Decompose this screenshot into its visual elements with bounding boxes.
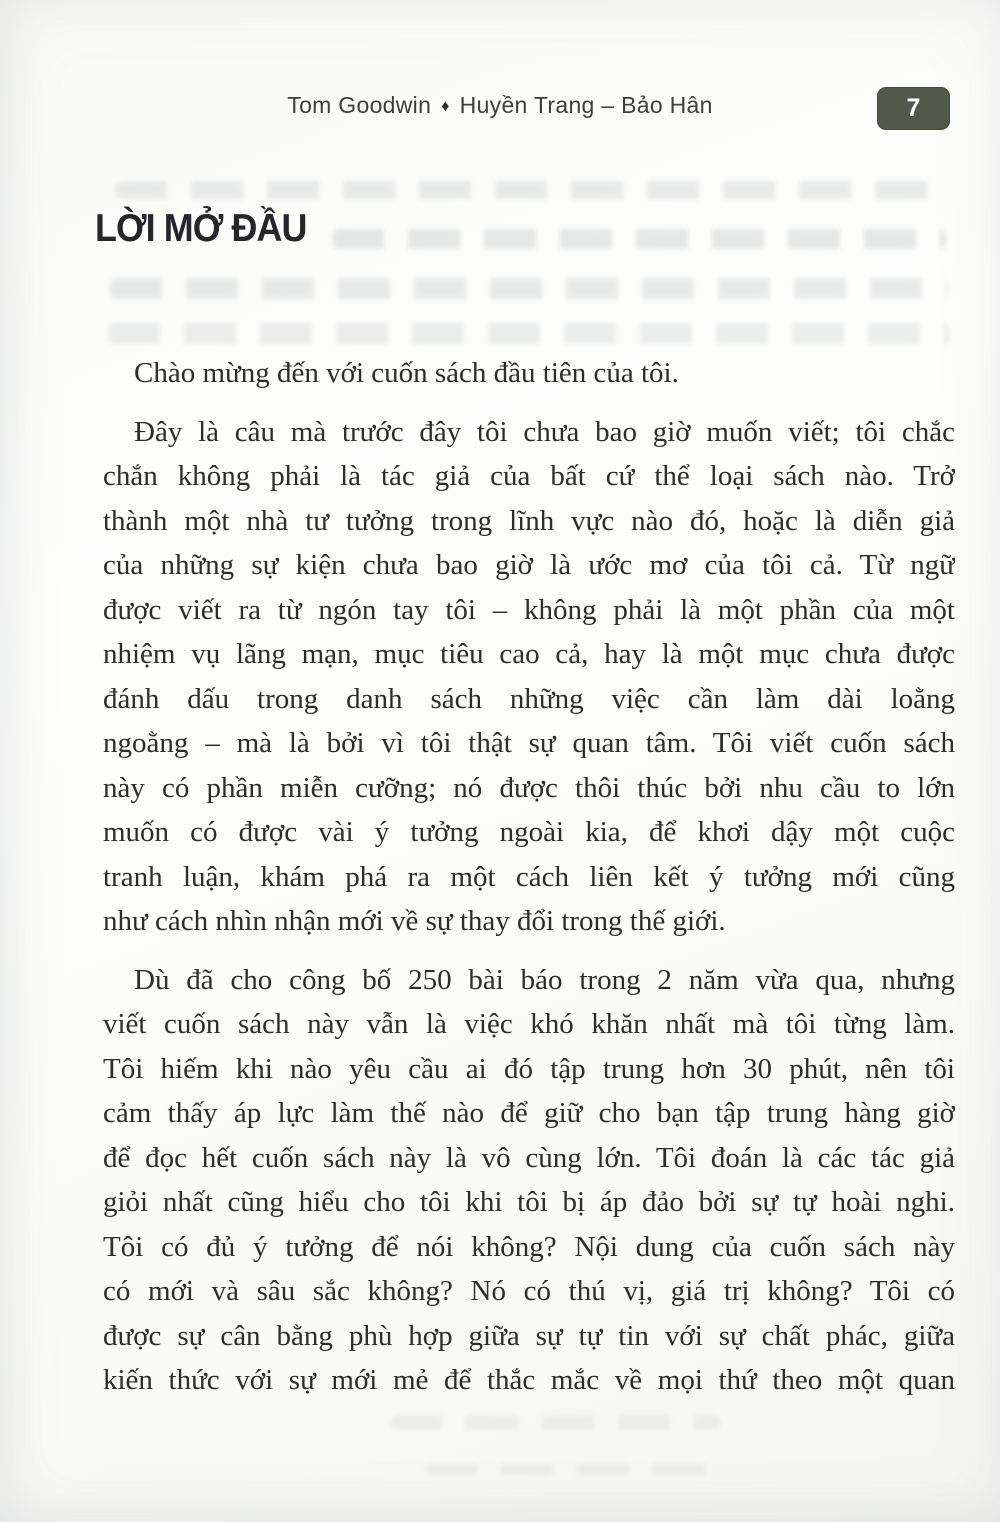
text-line: Chào mừng đến với cuốn sách đầu tiên của tôi. (134, 357, 679, 389)
text-line: của những sự kiện chưa bao giờ là ước mơ của tôi cả. Từ ngữ (103, 549, 955, 581)
header-translators: Huyền Trang – Bảo Hân (459, 92, 713, 118)
bleedthrough-ghost-line (108, 323, 950, 344)
body-text (103, 351, 955, 1403)
text-line: kiến thức với sự mới mẻ để thắc mắc về mọi thứ theo một quan (103, 1364, 955, 1396)
running-header (0, 92, 1000, 119)
text-line: có mới và sâu sắc không? Nó có thú vị, giá trị không? Tôi có (103, 1275, 955, 1307)
text-line: Tôi có đủ ý tưởng để nói không? Nội dung của cuốn sách này (103, 1230, 955, 1263)
bleedthrough-ghost-smudge (425, 1464, 725, 1475)
page-number: 7 (906, 94, 921, 122)
page-number-badge (877, 87, 950, 130)
text-line: được viết ra từ ngón tay tôi – không phải là một phần của một (103, 593, 955, 626)
diamond-separator-icon: ♦ (441, 98, 450, 115)
text-line: giỏi nhất cũng hiểu cho tôi khi tôi bị áp đảo bởi sự tự hoài nghi. (103, 1186, 955, 1218)
text-line: ngoằng – mà là bởi vì tôi thật sự quan tâm. Tôi viết cuốn sách (103, 727, 955, 759)
bleedthrough-ghost-smudge (390, 1415, 720, 1429)
text-line: đánh dấu trong danh sách những việc cần làm dài loằng (103, 682, 955, 715)
header-author: Tom Goodwin (287, 92, 432, 118)
text-line: viết cuốn sách này vẫn là việc khó khăn nhất mà tôi từng làm. (103, 1008, 955, 1040)
bleedthrough-ghost-line (110, 278, 948, 299)
paragraph (103, 410, 955, 944)
bleedthrough-ghost-line (332, 229, 946, 249)
text-line: chắn không phải là tác giả của bất cứ thể loại sách nào. Trở (103, 460, 955, 492)
section-heading: LỜI MỞ ĐẦU (95, 207, 307, 250)
text-line: để đọc hết cuốn sách này là vô cùng lớn. Tôi đoán là các tác giả (103, 1141, 955, 1174)
text-line: cảm thấy áp lực làm thế nào để giữ cho bạn tập trung hàng giờ (103, 1097, 955, 1129)
text-line: thành một nhà tư tưởng trong lĩnh vực nào đó, hoặc là diễn giả (103, 504, 955, 537)
text-line: Dù đã cho công bố 250 bài báo trong 2 năm vừa qua, nhưng (134, 963, 955, 996)
text-line: này có phần miễn cưỡng; nó được thôi thúc bởi nhu cầu to lớn (103, 771, 955, 804)
paragraph (103, 351, 955, 396)
text-line: như cách nhìn nhận mới về sự thay đổi trong thế giới. (103, 905, 726, 937)
text-line: tranh luận, khám phá ra một cách liên kết ý tưởng mới cũng (103, 860, 955, 893)
text-line: được sự cân bằng phù hợp giữa sự tự tin với sự chất phác, giữa (103, 1319, 955, 1352)
paragraph (103, 958, 955, 1403)
text-line: muốn có được vài ý tưởng ngoài kia, để khơi dậy một cuộc (103, 816, 955, 848)
text-line: nhiệm vụ lãng mạn, mục tiêu cao cả, hay là một mục chưa được (103, 638, 955, 670)
bleedthrough-ghost-line (115, 181, 947, 199)
text-line: Đây là câu mà trước đây tôi chưa bao giờ muốn viết; tôi chắc (134, 415, 955, 448)
text-line: Tôi hiếm khi nào yêu cầu ai đó tập trung hơn 30 phút, nên tôi (103, 1052, 955, 1085)
